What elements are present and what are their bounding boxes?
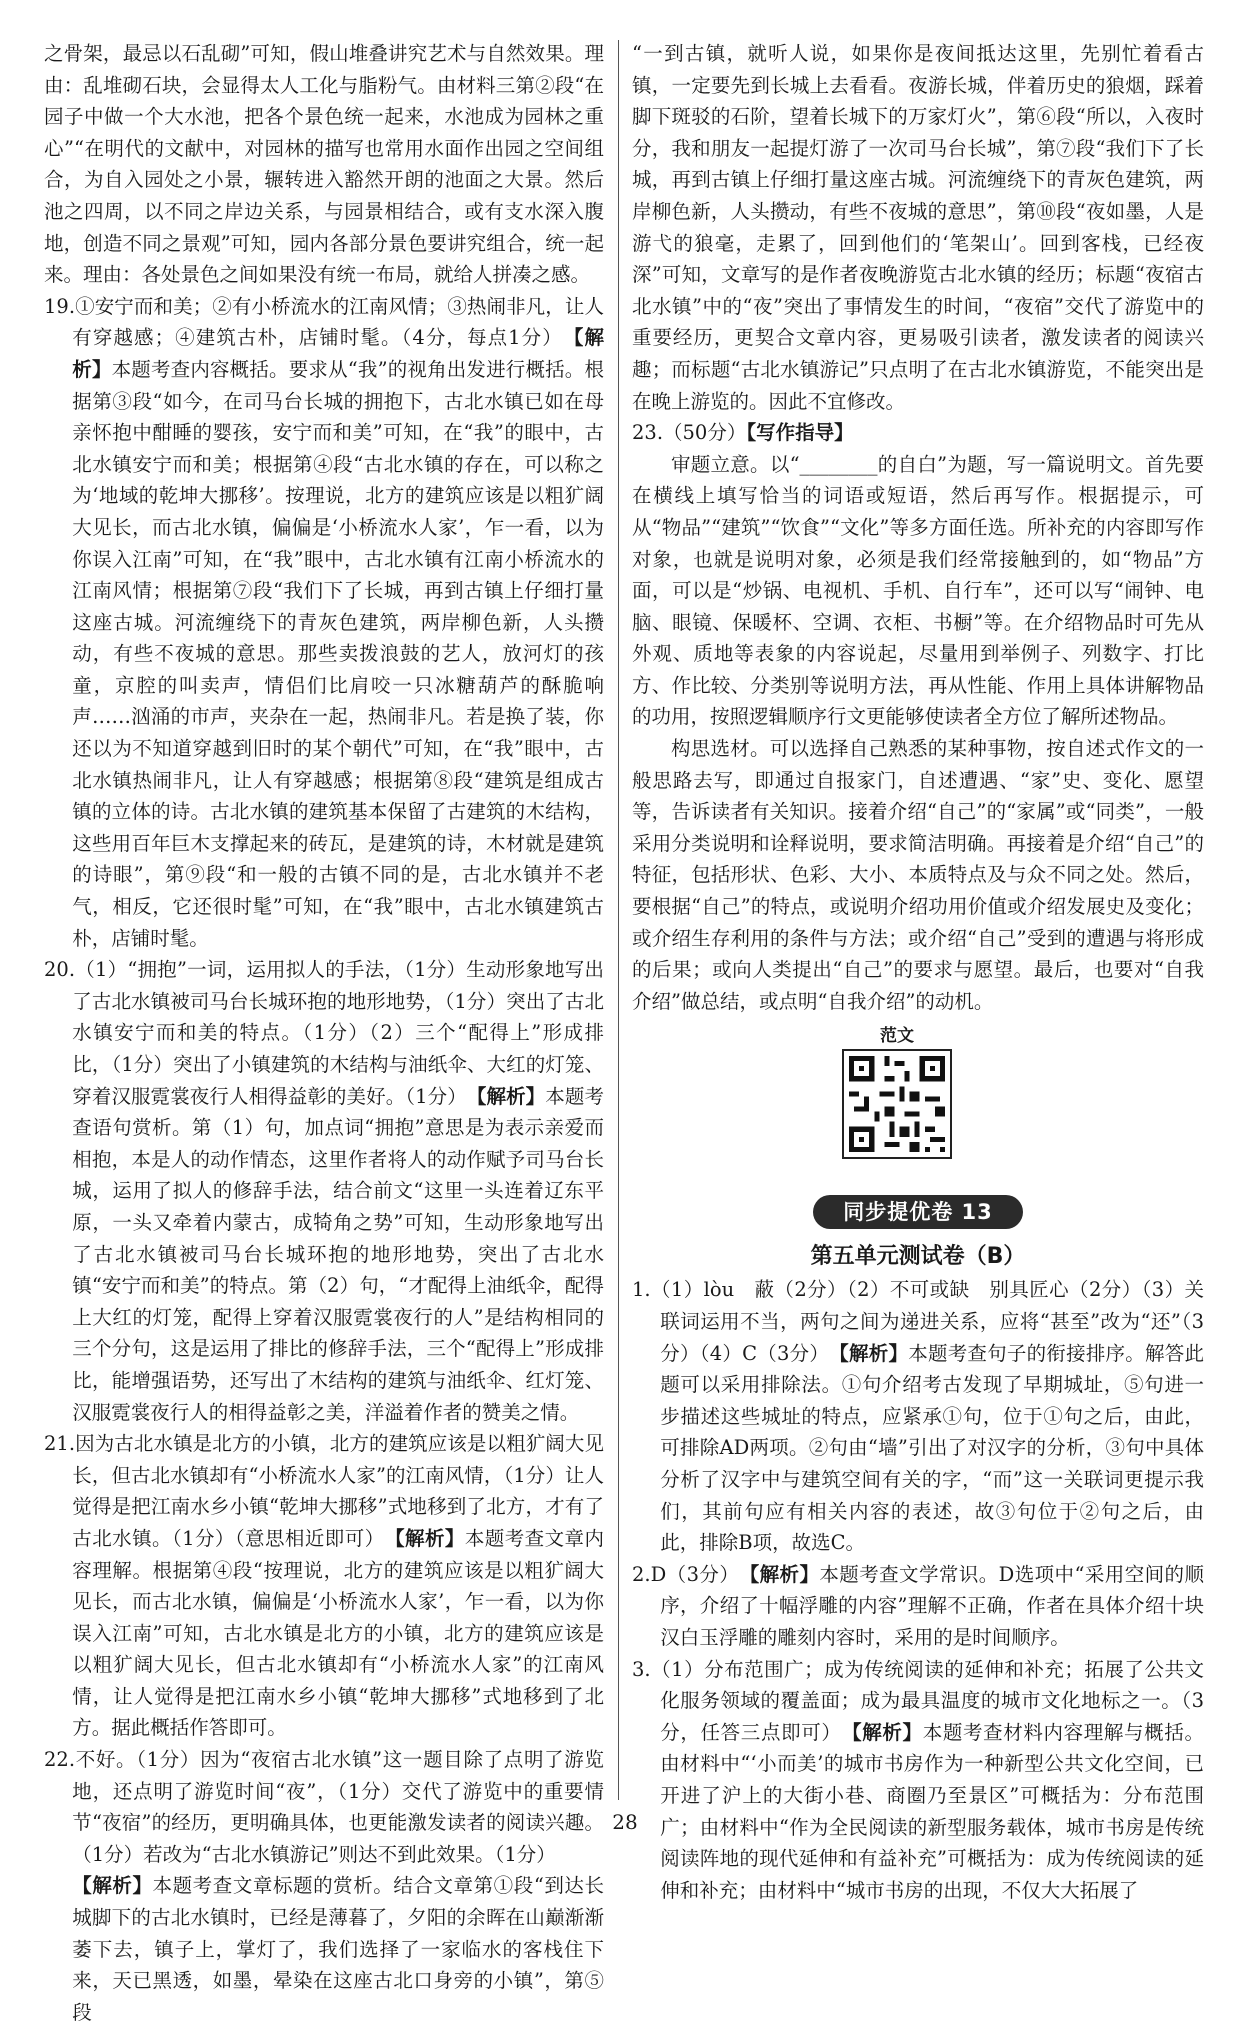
score-note: （50分） (663, 421, 747, 445)
question-number: 20. (44, 958, 76, 982)
answer-text: ①安宁而和美；②有小桥流水的江南风情；③热闹非凡，让人有穿越感；④建筑古朴，店铺时髦。（4分，每点1分） (72, 294, 604, 350)
qr-code-icon[interactable] (842, 1049, 952, 1159)
question-number: 21. (44, 1432, 76, 1456)
right-column (632, 38, 1204, 1906)
answer-2 (632, 1559, 1204, 1654)
answer-19 (44, 291, 604, 954)
continued-answer-22: “一到古镇，就听人说，如果你是夜间抵达这里，先别忙着看古镇，一定要先到长城上去看看。夜游长城，伴着历史的狼烟，踩着脚下斑驳的石阶，望着长城下的万家灯火”，第⑥段“所以，入夜时分，我和朋友一起提灯游了一次司马台长城”，第⑦段“我们下了长城，再到古镇上仔细打量这座古城。河流缠绕下的青灰色建筑，两岸柳色新，人头攒动，有些不夜城的意思”，第⑩段“夜如墨，人是游弋的狼毫，走累了，回到他们的‘笔架山’。回到客栈，已经夜深”可知，文章写的是作者夜晚游览古北水镇的经历；标题“夜宿古北水镇”中的“夜”突出了事情发生的时间，“夜宿”交代了游览中的重要经历，更契合文章内容，更易吸引读者，激发读者的阅读兴趣；而标题“古北水镇游记”只点明了在古北水镇游览，不能突出是在晚上游览的。因此不宜修改。 (632, 42, 1204, 413)
question-number: 1. (632, 1278, 651, 1302)
question-number: 3. (632, 1657, 651, 1681)
answer-text: 因为古北水镇是北方的小镇，北方的建筑应该是以粗犷阔大见长，但古北水镇却有“小桥流水人家”的江南风情，（1分）让人觉得是把江南水乡小镇“乾坤大挪移”式地移到了北方，才有了古北水镇。（1分）（意思相近即可） (72, 1432, 604, 1550)
unit-test-title: 第五单元测试卷（B） (810, 1244, 1026, 1270)
analysis-text: 本题考查材料内容理解与概括。由材料中“‘小而美’的城市书房作为一种新型公共文化空间，已开进了沪上的大街小巷、商圈乃至景区”可概括为：分布范围广；由材料中“作为全民阅读的新型服务载体，城市书房是传统阅读阵地的现代延伸和有益补充”可概括为：成为传统阅读的延伸和补充；由材料中“城市书房的出现，不仅大大拓展了 (660, 1720, 1204, 1902)
answer-1 (632, 1274, 1204, 1558)
analysis-tag: 【解析】 (749, 1562, 820, 1586)
writing-guide-paragraph-1: 审题立意。以“________的自白”为题，写一篇说明文。首先要在横线上填写恰当的词语或短语，然后再写作。根据提示，可从“物品”“建筑”“饮食”“文化”等多方面任选。所补充的内容即写作对象，也就是说明对象，必须是我们经常接触到的，如“物品”方面，可以是“炒锅、电视机、手机、自行车”，还可以写“闹钟、电脑、眼镜、保暖杯、空调、衣柜、书橱”等。在介绍物品时可先从外观、质地等表象的内容说起，尽量用到举例子、列数字、打比方、作比较、分类别等说明方法，再从性能、作用上具体讲解物品的功用，按照逻辑顺序行文更能够使读者全方位了解所述物品。 (632, 452, 1204, 729)
analysis-tag: 【解析】 (851, 1720, 923, 1744)
answer-text: （1）lòu 蔽（2分）（2）不可或缺 别具匠心（2分）（3）关联词运用不当，两句之间为递进关系，应将“甚至”改为“还”（3分）（4）C（3分） (650, 1278, 1204, 1365)
analysis-tag: 【解析】 (476, 1084, 546, 1108)
answer-text: D（3分） (650, 1562, 730, 1586)
analysis-tag: 【解析】 (72, 326, 604, 381)
sample-essay-qr-block (632, 1021, 1204, 1191)
analysis-text: 本题考查文章内容理解。根据第④段“按理说，北方的建筑应该是以粗犷阔大见长，而古北水镇，偏偏是‘小桥流水人家’，乍一看，以为你误入江南”可知，古北水镇是北方的小镇，北方的建筑应该是以粗犷阔大见长，但古北水镇却有“小桥流水人家”的江南风情，让人觉得是把江南水乡小镇“乾坤大挪移”式地移到了北方。据此概括作答即可。 (72, 1526, 604, 1740)
answer-text: （1）“拥抱”一词，运用拟人的手法，（1分）生动形象地写出了古北水镇被司马台长城环抱的地形地势，（1分）突出了古北水镇安宁而和美的特点。（1分）（2）三个“配得上”形成排比，（1分）突出了小镇建筑的木结构与油纸伞、大红的灯笼、穿着汉服霓裳夜行人相得益彰的美好。（1分） (72, 958, 604, 1108)
page-number: 28 (612, 1810, 638, 1834)
column-divider (618, 40, 619, 1800)
writing-guide-tag: 【写作指导】 (746, 421, 854, 445)
qr-label: 范文 (880, 1026, 914, 1047)
analysis-tag: 【解析】 (72, 1874, 153, 1898)
analysis-tag: 【解析】 (394, 1526, 465, 1550)
question-number: 2. (632, 1562, 651, 1586)
answer-22 (44, 1744, 604, 2028)
answer-text: （1）分布范围广；成为传统阅读的延伸和补充；拓展了公共文化服务领域的覆盖面；成为最具温度的城市文化地标之一。（3分，任答三点即可） (650, 1657, 1204, 1744)
section-banner (813, 1195, 1023, 1229)
analysis-text: 本题考查文学常识。D选项中“采用空间的顺序，介绍了十幅浮雕的内容”理解不正确，作者在具体介绍十块汉白玉浮雕的雕刻内容时，采用的是时间顺序。 (660, 1562, 1204, 1649)
question-number: 23. (632, 421, 664, 445)
writing-guide-paragraph-2: 构思选材。可以选择自己熟悉的某种事物，按自述式作文的一般思路去写，即通过自报家门，自述遭遇、“家”史、变化、愿望等，告诉读者有关知识。接着介绍“自己”的“家属”或“同类”，一般采用分类说明和诠释说明，要求简洁明确。再接着是介绍“自己”的特征，包括形状、色彩、大小、本质特点及与众不同之处。然后，要根据“自己”的特点，或说明介绍功用价值或介绍发展史及变化；或介绍生存利用的条件与方法；或介绍“自己”受到的遭遇与将形成的后果；或向人类提出“自己”的要求与愿望。最后，也要对“自我介绍”做总结，或点明“自我介绍”的动机。 (632, 737, 1204, 1013)
answer-text: 不好。（1分）因为“夜宿古北水镇”这一题目除了点明了游览地，还点明了游览时间“夜”，（1分）交代了游览中的重要情节“夜宿”的经历，更明确具体，也更能激发读者的阅读兴趣。（1分）若改为“古北水镇游记”则达不到此效果。（1分） (72, 1748, 604, 1866)
answer-20 (44, 954, 604, 1428)
answer-23 (632, 417, 1204, 449)
banner-label: 同步提优卷 13 (813, 1195, 1023, 1229)
analysis-text: 本题考查语句赏析。第（1）句，加点词“拥抱”意思是为表示亲爱而相抱，本是人的动作情态，这里作者将人的动作赋予司马台长城，运用了拟人的修辞手法，结合前文“这里一头连着辽东平原，一头又牵着内蒙古，成犄角之势”可知，生动形象地写出了古北水镇被司马台长城环抱的地形地势，突出了古北水镇“安宁而和美”的特点。第（2）句，“才配得上油纸伞，配得上大红的灯笼，配得上穿着汉服霓裳夜行的人”是结构相同的三个分句，这是运用了排比的修辞手法，三个“配得上”形成排比，能增强语势，还写出了木结构的建筑与油纸伞、红灯笼、汉服霓裳夜行人的相得益彰之美，洋溢着作者的赞美之情。 (72, 1084, 604, 1424)
analysis-text: 本题考查句子的衔接排序。解答此题可以采用排除法。①句介绍考古发现了早期城址，⑤句进一步描述这些城址的特点，应紧承①句，位于①句之后，由此，可排除AD两项。②句由“墙”引出了对汉字的分析，③句中具体分析了汉字中与建筑空间有关的字，“而”这一关联词更提示我们，其前句应有相关内容的表述，故③句位于②句之后，由此，排除B项，故选C。 (660, 1341, 1204, 1555)
answer-3 (632, 1654, 1204, 1907)
analysis-tag: 【解析】 (839, 1341, 909, 1365)
answer-21 (44, 1428, 604, 1744)
analysis-text: 本题考查文章标题的赏析。结合文章第①段“到达长城脚下的古北水镇时，已经是薄暮了，夕阳的余晖在山巅渐渐萎下去，镇子上，掌灯了，我们选择了一家临水的客栈住下来，天已黑透，如墨，晕染在这座古北口身旁的小镇”，第⑤段 (72, 1874, 604, 2024)
question-number: 22. (44, 1748, 76, 1772)
continued-answer-18: 之骨架，最忌以石乱砌”可知，假山堆叠讲究艺术与自然效果。理由：乱堆砌石块，会显得太人工化与脂粉气。由材料三第②段“在园子中做一个大水池，把各个景色统一起来，水池成为园林之重心”“在明代的文献中，对园林的描写也常用水面作出园之空间组合，为自入园处之小景，辗转进入豁然开朗的池面之大景。然后池之四周，以不同之岸边关系，与园景相结合，或有支水深入腹地，创造不同之景观”可知，园内各部分景色要讲究组合，统一起来。理由：各处景色之间如果没有统一布局，就给人拼凑之感。 (44, 42, 604, 287)
left-column (44, 38, 604, 2028)
analysis-text: 本题考查内容概括。要求从“我”的视角出发进行概括。根据第③段“如今，在司马台长城的拥抱下，古北水镇已如在母亲怀抱中酣睡的婴孩，安宁而和美”可知，在“我”的眼中，古北水镇安宁而和美；根据第④段“古北水镇的存在，可以称之为‘地域的乾坤大挪移’。按理说，北方的建筑应该是以粗犷阔大见长，而古北水镇，偏偏是‘小桥流水人家’，乍一看，以为你误入江南”可知，在“我”眼中，古北水镇有江南小桥流水的江南风情；根据第⑦段“我们下了长城，再到古镇上仔细打量这座古城。河流缠绕下的青灰色建筑，两岸柳色新，人头攒动，有些不夜城的意思。那些卖拨浪鼓的艺人，放河灯的孩童，京腔的叫卖声，情侣们比肩咬一只冰糖葫芦的酥脆响声……汹涌的市声，夹杂在一起，热闹非凡。若是换了装，你还以为不知道穿越到旧时的某个朝代”可知，在“我”眼中，古北水镇热闹非凡，让人有穿越感；根据第⑧段“建筑是组成古镇的立体的诗。古北水镇的建筑基本保留了古建筑的木结构，这些用百年巨木支撑起来的砖瓦，是建筑的诗，木材就是建筑的诗眼”，第⑨段“和一般的古镇不同的是，古北水镇并不老气，相反，它还很时髦”可知，在“我”眼中，古北水镇建筑古朴，店铺时髦。 (72, 357, 604, 950)
question-number: 19. (44, 294, 76, 318)
